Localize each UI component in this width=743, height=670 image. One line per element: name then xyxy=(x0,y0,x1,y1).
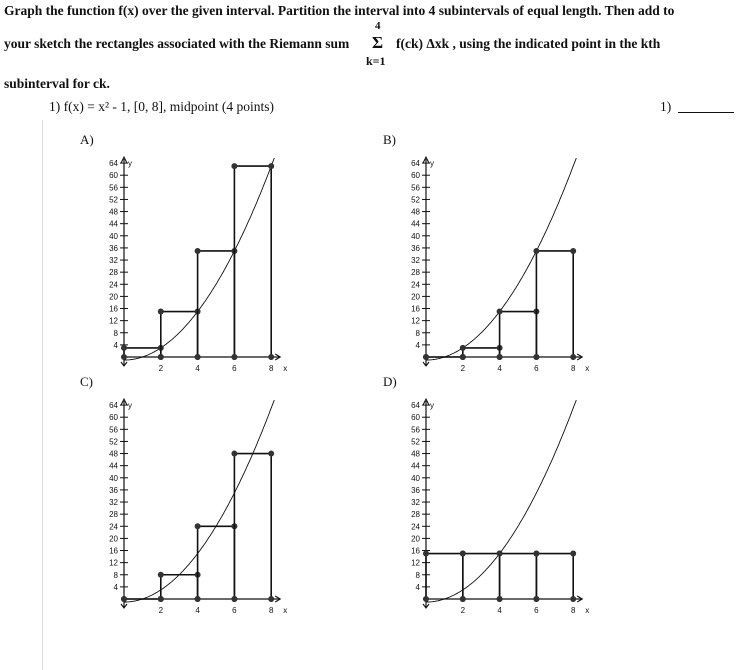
y-axis-label: y xyxy=(128,159,132,169)
y-tick-label: 20 xyxy=(411,292,420,302)
y-tick-label: 24 xyxy=(411,522,420,532)
graph-option-d xyxy=(400,394,600,624)
rectangle-corner-dot xyxy=(195,523,201,529)
x-tick-label: 4 xyxy=(195,606,200,615)
rectangle-base-dot xyxy=(195,596,201,602)
x-axis-label: x xyxy=(283,364,288,373)
y-tick-label: 52 xyxy=(411,195,420,205)
x-tick-label: 8 xyxy=(570,364,576,373)
rectangle-corner-dot xyxy=(268,451,274,457)
riemann-rectangle xyxy=(161,575,198,599)
instructions-line-1: Graph the function f(x) over the given interval. Partition the interval into 4 subintervals of equal length. Then add to xyxy=(4,3,675,18)
option-a-label[interactable]: A) xyxy=(80,132,94,147)
margin-rule xyxy=(42,120,43,670)
y-axis-label: y xyxy=(128,401,132,411)
answer-blank[interactable] xyxy=(678,112,734,113)
y-tick-label: 32 xyxy=(411,256,420,266)
y-tick-label: 32 xyxy=(411,498,420,508)
y-tick-label: 60 xyxy=(109,413,118,423)
rectangle-base-dot xyxy=(497,596,503,602)
x-tick-label: 2 xyxy=(158,364,164,373)
y-tick-label: 36 xyxy=(411,243,420,253)
y-axis-label: y xyxy=(430,159,434,169)
y-tick-label: 24 xyxy=(411,280,420,290)
x-tick-label: 8 xyxy=(570,606,576,615)
rectangle-corner-dot xyxy=(460,345,466,351)
riemann-rectangle xyxy=(500,312,537,357)
y-tick-label: 20 xyxy=(411,534,420,544)
graph-option-c xyxy=(98,394,298,624)
x-tick-label: 4 xyxy=(497,364,502,373)
y-tick-label: 36 xyxy=(109,485,118,495)
y-tick-label: 40 xyxy=(411,473,420,483)
rectangle-base-dot xyxy=(533,354,539,360)
y-tick-label: 40 xyxy=(411,231,420,241)
y-tick-label: 28 xyxy=(411,268,420,278)
option-b-label[interactable]: B) xyxy=(383,132,396,147)
y-tick-label: 44 xyxy=(109,219,118,229)
y-tick-label: 12 xyxy=(411,316,420,326)
y-tick-label: 16 xyxy=(411,546,420,556)
y-tick-label: 44 xyxy=(411,219,420,229)
rectangle-base-dot xyxy=(158,354,164,360)
x-tick-label: 6 xyxy=(232,364,237,373)
y-tick-label: 16 xyxy=(411,304,420,314)
x-tick-label: 6 xyxy=(534,606,539,615)
y-tick-label: 24 xyxy=(109,522,118,532)
rectangle-corner-dot xyxy=(121,345,127,351)
y-tick-label: 32 xyxy=(109,256,118,266)
y-tick-label: 52 xyxy=(411,437,420,447)
sum-term: f(ck) Δxk , using the indicated point in the kth xyxy=(396,36,661,51)
y-tick-label: 48 xyxy=(411,449,420,459)
function-curve xyxy=(124,158,274,360)
x-tick-label: 8 xyxy=(268,606,274,615)
riemann-rectangle xyxy=(463,348,500,357)
y-tick-label: 4 xyxy=(415,340,420,350)
y-tick-label: 64 xyxy=(109,159,118,169)
y-tick-label: 24 xyxy=(109,280,118,290)
rectangle-corner-dot xyxy=(497,309,503,315)
y-tick-label: 64 xyxy=(411,401,420,411)
rectangle-corner-dot xyxy=(423,551,429,557)
instructions-line-3: subinterval for ck. xyxy=(4,76,110,91)
instructions-line-2: your sketch the rectangles associated with the Riemann sum xyxy=(4,36,350,51)
y-tick-label: 36 xyxy=(411,485,420,495)
y-tick-label: 4 xyxy=(113,340,118,350)
x-tick-label: 2 xyxy=(158,606,164,615)
y-tick-label: 28 xyxy=(109,510,118,520)
y-tick-label: 56 xyxy=(411,425,420,435)
y-tick-label: 40 xyxy=(109,473,118,483)
function-curve xyxy=(124,400,274,602)
x-tick-label: 2 xyxy=(460,364,466,373)
x-tick-label: 6 xyxy=(232,606,237,615)
rectangle-base-dot xyxy=(231,596,237,602)
rectangle-corner-dot xyxy=(195,248,201,254)
riemann-rectangle xyxy=(124,348,161,357)
y-tick-label: 20 xyxy=(109,534,118,544)
x-tick-label: 6 xyxy=(534,364,539,373)
y-tick-label: 48 xyxy=(411,207,420,217)
x-axis-label: x xyxy=(585,606,590,615)
rectangle-base-dot xyxy=(497,354,503,360)
y-tick-label: 48 xyxy=(109,449,118,459)
rectangle-base-dot xyxy=(570,354,576,360)
answer-number: 1) xyxy=(660,99,672,114)
rectangle-base-dot xyxy=(460,354,466,360)
rectangle-corner-dot xyxy=(533,551,539,557)
rectangle-corner-dot xyxy=(231,163,237,169)
y-tick-label: 4 xyxy=(415,582,420,592)
y-tick-label: 56 xyxy=(411,183,420,193)
rectangle-base-dot xyxy=(195,354,201,360)
y-tick-label: 36 xyxy=(109,243,118,253)
y-tick-label: 52 xyxy=(109,195,118,205)
y-tick-label: 28 xyxy=(109,268,118,278)
x-tick-label: 4 xyxy=(497,606,502,615)
riemann-rectangle xyxy=(234,166,271,357)
y-tick-label: 16 xyxy=(109,546,118,556)
question-text: 1) f(x) = x² - 1, [0, 8], midpoint (4 points) xyxy=(49,99,275,114)
x-axis-label: x xyxy=(585,364,590,373)
y-tick-label: 8 xyxy=(415,570,420,580)
rectangle-base-dot xyxy=(121,354,127,360)
function-curve xyxy=(426,158,576,360)
rectangle-corner-dot xyxy=(497,551,503,557)
rectangle-base-dot xyxy=(460,596,466,602)
y-tick-label: 52 xyxy=(109,437,118,447)
rectangle-base-dot xyxy=(158,596,164,602)
y-axis-label: y xyxy=(430,401,434,411)
y-tick-label: 8 xyxy=(415,328,420,338)
y-tick-label: 60 xyxy=(109,171,118,181)
y-tick-label: 4 xyxy=(113,582,118,592)
riemann-rectangle xyxy=(500,554,537,599)
rectangle-base-dot xyxy=(423,596,429,602)
y-tick-label: 12 xyxy=(109,558,118,568)
rectangle-corner-dot xyxy=(158,572,164,578)
riemann-rectangle xyxy=(198,526,235,599)
sigma-symbol: Σ xyxy=(372,33,384,52)
rectangle-base-dot xyxy=(570,596,576,602)
rectangle-corner-dot xyxy=(570,551,576,557)
y-tick-label: 12 xyxy=(411,558,420,568)
y-tick-label: 64 xyxy=(109,401,118,411)
graph-option-a xyxy=(98,152,298,382)
y-tick-label: 12 xyxy=(109,316,118,326)
rectangle-base-dot xyxy=(533,596,539,602)
rectangle-corner-dot xyxy=(158,309,164,315)
y-tick-label: 60 xyxy=(411,413,420,423)
y-tick-label: 60 xyxy=(411,171,420,181)
y-tick-label: 16 xyxy=(109,304,118,314)
rectangle-base-dot xyxy=(423,354,429,360)
y-tick-label: 40 xyxy=(109,231,118,241)
rectangle-corner-dot xyxy=(460,551,466,557)
function-curve xyxy=(426,400,576,602)
rectangle-base-dot xyxy=(268,596,274,602)
rectangle-corner-dot xyxy=(231,451,237,457)
y-tick-label: 8 xyxy=(113,570,118,580)
y-tick-label: 56 xyxy=(109,425,118,435)
rectangle-base-dot xyxy=(121,596,127,602)
riemann-rectangle xyxy=(536,554,573,599)
y-tick-label: 56 xyxy=(109,183,118,193)
sum-upper-limit: 4 xyxy=(375,20,381,32)
option-d-label[interactable]: D) xyxy=(383,374,397,389)
y-tick-label: 20 xyxy=(109,292,118,302)
x-tick-label: 4 xyxy=(195,364,200,373)
rectangle-corner-dot xyxy=(533,248,539,254)
x-axis-label: x xyxy=(283,606,288,615)
sum-lower-limit: k=1 xyxy=(366,54,386,68)
y-tick-label: 64 xyxy=(411,159,420,169)
rectangle-base-dot xyxy=(268,354,274,360)
riemann-rectangle xyxy=(536,251,573,357)
y-tick-label: 48 xyxy=(109,207,118,217)
y-tick-label: 44 xyxy=(109,461,118,471)
y-tick-label: 28 xyxy=(411,510,420,520)
rectangle-corner-dot xyxy=(570,248,576,254)
y-tick-label: 44 xyxy=(411,461,420,471)
y-tick-label: 32 xyxy=(109,498,118,508)
option-c-label[interactable]: C) xyxy=(80,374,93,389)
riemann-rectangle xyxy=(234,454,271,599)
riemann-rectangle xyxy=(426,554,463,599)
x-tick-label: 2 xyxy=(460,606,466,615)
x-tick-label: 8 xyxy=(268,364,274,373)
graph-option-b xyxy=(400,152,600,382)
y-tick-label: 8 xyxy=(113,328,118,338)
rectangle-corner-dot xyxy=(268,163,274,169)
rectangle-base-dot xyxy=(231,354,237,360)
